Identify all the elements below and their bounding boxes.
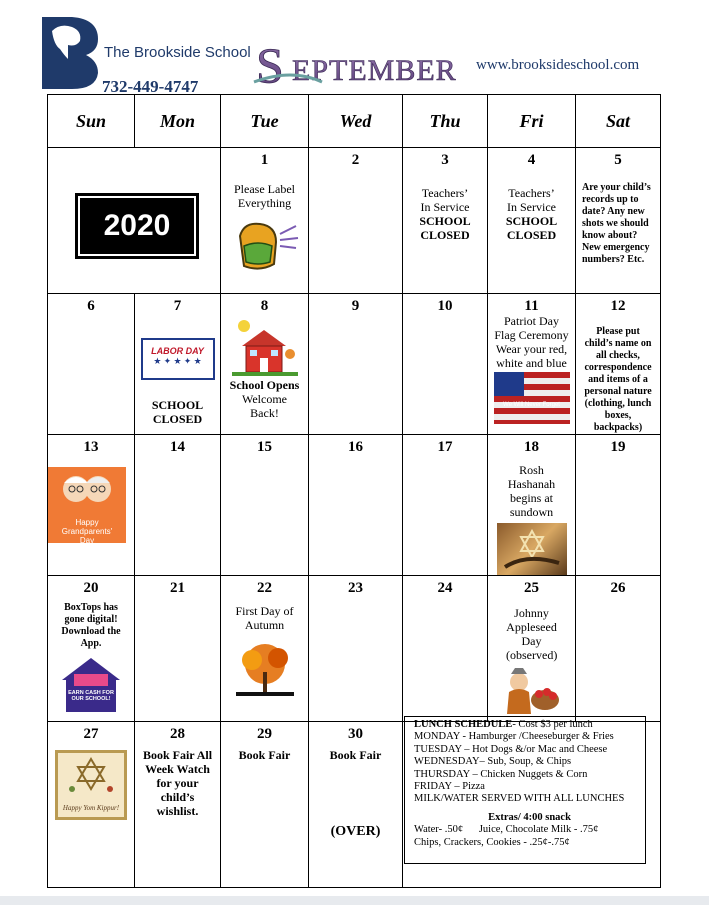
grandparents-day-image: [48, 467, 126, 543]
day-number: 29: [257, 726, 272, 742]
backpack-icon: [230, 218, 300, 274]
day-cell: [48, 435, 135, 576]
day-cell: [135, 576, 221, 722]
day-cell: [221, 435, 309, 576]
day-cell: [403, 294, 488, 435]
day-cell: [221, 722, 309, 888]
day-number: 23: [348, 580, 363, 596]
day-cell: [135, 294, 221, 435]
lunch-title: LUNCH SCHEDULE: [414, 719, 513, 730]
day-number: 10: [437, 298, 453, 314]
day-note: Are your child’s records up to date? Any new shots we should know about? New emergency numbers? Etc.: [582, 182, 651, 265]
lunch-line: FRIDAY – Pizza: [414, 781, 485, 793]
day-number: 4: [527, 152, 536, 168]
extras-title: Extras/ 4:00 snack: [488, 811, 571, 823]
lunch-line: MONDAY - Hamburger /Cheeseburger & Fries: [414, 731, 614, 743]
labor-day-image: LABOR DAY ★ ✦ ★ ✦ ★: [141, 338, 215, 380]
day-cell: [309, 435, 403, 576]
schoolhouse-icon: [230, 316, 300, 378]
star-of-david-icon: [58, 753, 124, 799]
year-badge: [75, 193, 199, 259]
day-cell: [309, 148, 403, 294]
extras-line: Chips, Crackers, Cookies - .25¢-.75¢: [414, 836, 570, 848]
day-cell: [309, 576, 403, 722]
day-note: BoxTops has gone digital! Download the App.: [61, 602, 121, 649]
day-note: Johnny Appleseed Day (observed): [506, 606, 558, 662]
day-cell: [48, 294, 135, 435]
website-link[interactable]: www.brooksideschool.com: [476, 57, 640, 73]
day-cell: [48, 576, 135, 722]
day-note: First Day of Autumn: [235, 604, 294, 632]
lunch-line: THURSDAY – Chicken Nuggets & Corn: [414, 768, 588, 780]
day-note-bold: SCHOOL CLOSED: [419, 214, 471, 242]
day-note-bold: School Opens: [229, 378, 300, 392]
day-note: Book Fair: [238, 748, 291, 762]
schoolhouse-icon: [60, 656, 122, 714]
day-cell: [221, 294, 309, 435]
day-number: 20: [83, 580, 99, 596]
day-note: Please put child’s name on all checks, correspondence and items of a personal nature (clothing, lunch boxes, backpacks): [584, 326, 652, 433]
day-number: 21: [170, 580, 185, 596]
school-logo: [38, 15, 100, 91]
weekday-tue: Tue: [221, 95, 309, 148]
day-cell: [576, 294, 661, 435]
day-number: 14: [170, 439, 185, 455]
day-number: 6: [87, 298, 95, 314]
lunch-line: TUESDAY – Hot Dogs &/or Mac and Cheese: [414, 743, 608, 755]
day-note: Teachers’ In Service: [507, 186, 556, 214]
over-note: (OVER): [330, 824, 381, 839]
boxtops-image: [60, 656, 122, 714]
yom-kippur-image-text: Happy Yom Kippur!: [62, 804, 120, 812]
year-cell: [48, 148, 221, 294]
day-number: 24: [437, 580, 453, 596]
weekday-mon: Mon: [135, 95, 221, 148]
svg-text:EPTEMBER: EPTEMBER: [292, 54, 457, 87]
day-cell: [576, 435, 661, 576]
star-of-david-icon: [497, 523, 567, 575]
day-cell: [488, 294, 576, 435]
day-number: 30: [348, 726, 363, 742]
day-cell: [403, 576, 488, 722]
day-note-bold: SCHOOL CLOSED: [151, 398, 204, 426]
day-number: 2: [351, 152, 360, 168]
day-number: 11: [524, 298, 539, 314]
day-number: 25: [524, 580, 539, 596]
school-name: The Brookside School: [104, 44, 251, 61]
phone-number: 732-449-4747: [102, 77, 199, 96]
day-cell: [135, 722, 221, 888]
rosh-hashanah-image: [497, 523, 567, 575]
day-note: Book Fair All Week Watch for your child’s wishlist.: [142, 748, 213, 818]
day-number: 26: [610, 580, 626, 596]
day-number: 3: [441, 152, 449, 168]
day-note: Please Label Everything: [234, 182, 295, 210]
weekday-wed: Wed: [309, 95, 403, 148]
day-cell: [488, 435, 576, 576]
day-cell: [221, 576, 309, 722]
day-number: 5: [614, 152, 622, 168]
lunch-cost: - Cost $3 per lunch: [512, 719, 593, 730]
johnny-appleseed-icon: [497, 666, 567, 720]
month-title: [252, 38, 462, 90]
day-number: 16: [348, 439, 363, 455]
day-number: 1: [260, 152, 269, 168]
day-cell: [48, 722, 135, 888]
extras-line: Water- .50¢ Juice, Chocolate Milk - .75¢: [414, 824, 599, 836]
grandparents-image-text: Happy Grandparents' Day: [61, 518, 113, 545]
day-note-bold: SCHOOL CLOSED: [505, 214, 558, 242]
weekday-thu: Thu: [403, 95, 488, 148]
lunch-line: WEDNESDAY– Sub, Soup, & Chips: [414, 756, 572, 768]
day-note: Teachers’ In Service: [420, 186, 470, 214]
weekday-header-row: [48, 95, 661, 148]
day-number: 19: [610, 439, 626, 455]
day-cell: [403, 148, 488, 294]
weekday-sun: Sun: [48, 95, 135, 148]
grandparents-icon: [48, 467, 126, 513]
day-number: 15: [257, 439, 272, 455]
boxtops-image-text: EARN CASH FOR OUR SCHOOL!: [68, 690, 114, 702]
day-number: 22: [257, 580, 272, 596]
day-number: 27: [83, 726, 99, 742]
day-number: 12: [610, 298, 626, 314]
day-cell: [309, 294, 403, 435]
weekday-fri: Fri: [488, 95, 576, 148]
year-badge-text: 2020: [103, 209, 171, 242]
lunch-title-row: [414, 719, 645, 731]
day-cell: [221, 148, 309, 294]
day-cell: [576, 576, 661, 722]
day-cell: [488, 576, 576, 722]
week-row: [48, 148, 661, 294]
day-note: Welcome Back!: [241, 392, 287, 420]
day-cell: [403, 435, 488, 576]
day-number: 18: [524, 439, 539, 455]
labor-day-image-text: LABOR DAY: [151, 346, 204, 356]
day-number: 17: [437, 439, 453, 455]
lunch-schedule: [404, 716, 646, 864]
day-number: 9: [351, 298, 360, 314]
week-row: [48, 435, 661, 576]
day-cell: [135, 435, 221, 576]
day-cell: [309, 722, 403, 888]
day-number: 28: [170, 726, 185, 742]
lunch-line: MILK/WATER SERVED WITH ALL LUNCHES: [414, 793, 625, 805]
week-row: [48, 576, 661, 722]
day-cell: [576, 148, 661, 294]
yom-kippur-image: [55, 750, 127, 820]
day-number: 13: [83, 439, 99, 455]
day-number: 8: [260, 298, 269, 314]
svg-text:S: S: [256, 38, 284, 90]
day-number: 7: [173, 298, 182, 314]
page-bottom-strip: [0, 896, 709, 905]
day-note: Rosh Hashanah begins at sundown: [507, 463, 556, 519]
week-row: [48, 294, 661, 435]
day-cell: [488, 148, 576, 294]
flag-image-text: We Will Never Forget: [503, 402, 560, 408]
american-flag-image: [494, 372, 570, 424]
autumn-tree-icon: [234, 642, 296, 698]
day-note: Book Fair: [329, 748, 382, 762]
day-note: Patriot Day Flag Ceremony Wear your red, white and blue: [494, 314, 569, 370]
weekday-sat: Sat: [576, 95, 661, 148]
